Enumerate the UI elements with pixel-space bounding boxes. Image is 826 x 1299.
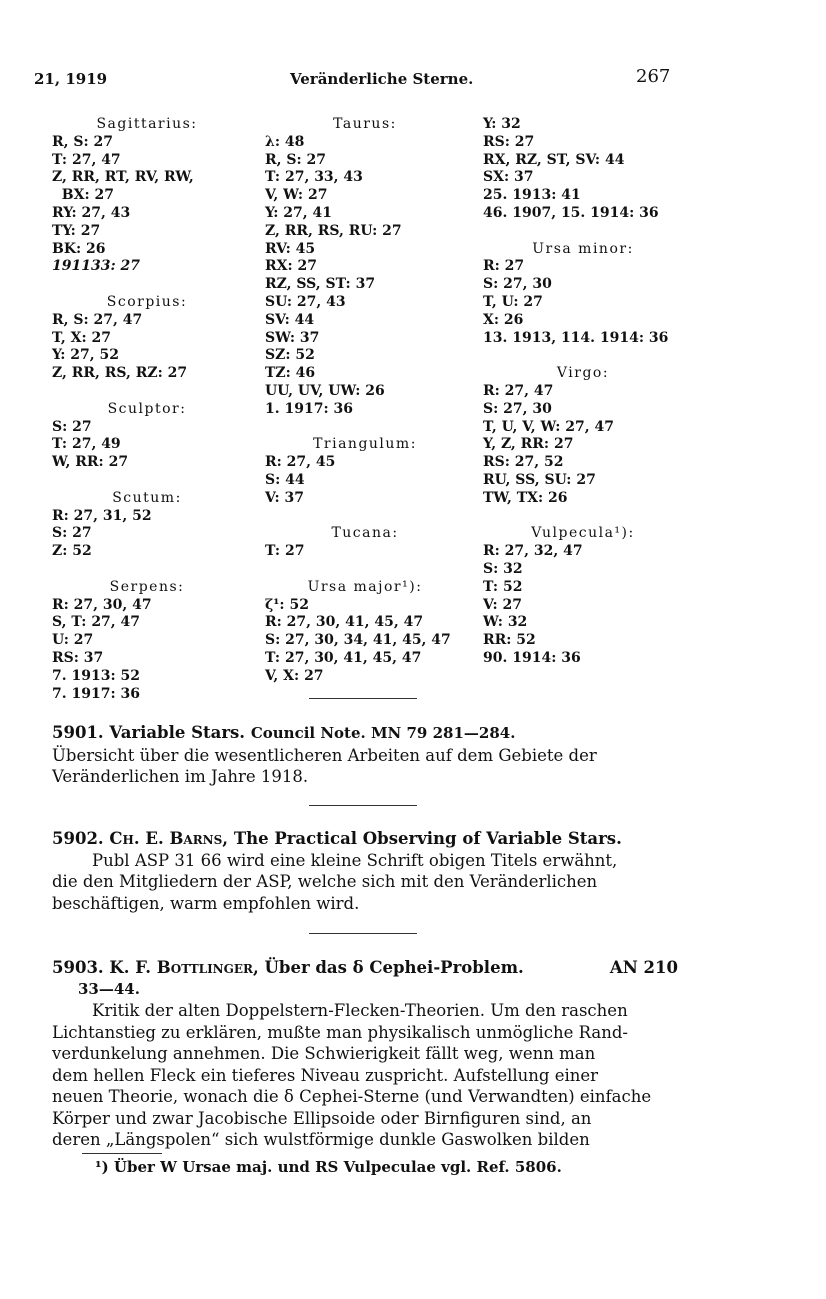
- entry-author: K. F. Bottlinger,: [109, 958, 259, 977]
- spacer: [265, 508, 465, 526]
- spacer: [265, 561, 465, 579]
- entry-source-continued: 33—44.: [78, 979, 140, 998]
- spacer: [483, 508, 683, 526]
- star-entry: X: 26: [483, 311, 524, 328]
- star-entry: S: 27: [52, 418, 92, 435]
- star-entry: 46. 1907, 15. 1914: 36: [483, 204, 659, 221]
- star-entry: R, S: 27, 47: [52, 311, 143, 328]
- spacer: [483, 347, 683, 365]
- star-entry: RS: 27: [483, 133, 535, 150]
- index-column-2: [265, 116, 465, 686]
- star-entry: TZ: 46: [265, 365, 316, 382]
- star-entry: RS: 37: [52, 649, 104, 666]
- footnote: ¹) Über W Ursae maj. und RS Vulpeculae vgl. Ref. 5806.: [95, 1158, 562, 1176]
- star-entry: T, X: 27: [52, 329, 112, 346]
- star-entry: RY: 27, 43: [52, 204, 131, 221]
- star-entry: R: 27, 47: [483, 382, 554, 399]
- star-entry: R: 27: [483, 258, 525, 275]
- star-entry: S: 27, 30: [483, 276, 552, 293]
- star-entry: RU, SS, SU: 27: [483, 471, 596, 488]
- entry-5902-heading: [52, 828, 678, 850]
- entry-text-line: die den Mitgliedern der ASP, welche sich mit den Veränderlichen: [52, 872, 598, 891]
- spacer: [483, 223, 683, 241]
- star-entry: Z, RR, RT, RV, RW,: [52, 169, 194, 186]
- star-entry: RR: 52: [483, 632, 536, 649]
- section-divider: [309, 698, 417, 699]
- star-entry: 90. 1914: 36: [483, 649, 581, 666]
- star-entry: 25. 1913: 41: [483, 187, 581, 204]
- entry-number: 5901.: [52, 723, 104, 742]
- star-entry: T, U, V, W: 27, 47: [483, 418, 614, 435]
- star-entry: Z, RR, RS, RZ: 27: [52, 365, 188, 382]
- star-entry: SV: 44: [265, 311, 315, 328]
- constellation-heading: Serpens:: [109, 578, 185, 595]
- spacer: [52, 276, 242, 294]
- entry-text-line: Kritik der alten Doppelstern-Flecken-Theorien. Um den raschen: [92, 1001, 628, 1020]
- star-entry: T: 52: [483, 578, 523, 595]
- entry-author: Ch. E. Barns,: [109, 829, 229, 848]
- star-entry: RV: 45: [265, 240, 316, 257]
- star-entry: T: 27, 49: [52, 436, 121, 453]
- star-entry: BK: 26: [52, 240, 106, 257]
- star-entry: RZ, SS, ST: 37: [265, 276, 376, 293]
- star-entry: R: 27, 32, 47: [483, 543, 583, 560]
- entry-number: 5903.: [52, 958, 104, 977]
- star-entry: SU: 27, 43: [265, 293, 346, 310]
- star-entry: S: 27: [52, 525, 92, 542]
- constellation-heading: Sagittarius:: [96, 116, 198, 132]
- star-entry: Y: 27, 52: [52, 347, 120, 364]
- star-entry: V: 37: [265, 489, 304, 506]
- star-entry: T: 27, 30, 41, 45, 47: [265, 649, 422, 666]
- star-entry: T, U: 27: [483, 293, 543, 310]
- star-entry: W: 32: [483, 614, 528, 631]
- section-divider: [309, 933, 417, 934]
- entry-text-line: Lichtanstieg zu erklären, mußte man physikalisch unmögliche Rand-: [52, 1022, 628, 1042]
- entry-5901: [52, 722, 678, 788]
- entry-5902: [52, 828, 678, 914]
- star-entry: Y: 27, 41: [265, 204, 333, 221]
- constellation-heading: Taurus:: [333, 116, 397, 132]
- star-entry: 191133: 27: [52, 258, 140, 275]
- star-entry: λ: 48: [265, 133, 305, 150]
- star-entry: S, T: 27, 47: [52, 614, 141, 631]
- star-entry: Y, Z, RR: 27: [483, 436, 574, 453]
- spacer: [265, 419, 465, 437]
- star-entry: Z, RR, RS, RU: 27: [265, 222, 402, 239]
- index-column-3: [483, 116, 683, 668]
- star-entry: 7. 1913: 52: [52, 667, 140, 684]
- constellation-heading: Scorpius:: [106, 293, 188, 310]
- star-entry: BX: 27: [52, 187, 114, 204]
- star-entry: T: 27, 47: [52, 151, 121, 168]
- star-entry: V, W: 27: [265, 187, 328, 204]
- constellation-heading: Triangulum:: [313, 436, 417, 453]
- star-entry: R, S: 27: [265, 151, 327, 168]
- spacer: [52, 472, 242, 490]
- section-divider: [309, 805, 417, 806]
- constellation-heading: Ursa major¹):: [307, 578, 423, 595]
- star-entry: TW, TX: 26: [483, 489, 568, 506]
- star-entry: TY: 27: [52, 222, 101, 239]
- entry-text-line: deren „Längspolen“ sich wulstförmige dunkle Gaswolken bilden: [52, 1130, 590, 1149]
- star-entry: SW: 37: [265, 329, 320, 346]
- entry-text-line: dem hellen Fleck ein tieferes Niveau zuspricht. Aufstellung einer: [52, 1065, 599, 1085]
- entry-text-line: beschäftigen, warm empfohlen wird.: [52, 893, 360, 913]
- star-entry: T: 27: [265, 543, 305, 560]
- entry-text-line: neuen Theorie, wonach die δ Cephei-Sterne (und Verwandten) einfache: [52, 1087, 652, 1106]
- spacer: [52, 383, 242, 401]
- star-entry: S: 27, 30, 34, 41, 45, 47: [265, 632, 451, 649]
- star-entry: R: 27, 30, 41, 45, 47: [265, 614, 424, 631]
- constellation-heading: Vulpecula¹):: [531, 525, 635, 542]
- constellation-heading: Sculptor:: [107, 400, 187, 417]
- star-entry: V: 27: [483, 596, 522, 613]
- star-entry: 1. 1917: 36: [265, 400, 353, 417]
- page-number: 267: [636, 66, 671, 87]
- star-entry: RX, RZ, ST, SV: 44: [483, 151, 625, 168]
- star-entry: U: 27: [52, 632, 94, 649]
- entry-text-line: Übersicht über die wesentlicheren Arbeiten auf dem Gebiete der: [52, 745, 597, 765]
- star-entry: S: 44: [265, 471, 305, 488]
- star-entry: W, RR: 27: [52, 454, 129, 471]
- entry-5901-heading: [52, 722, 678, 745]
- star-entry: RS: 27, 52: [483, 454, 564, 471]
- entry-title: Variable Stars.: [109, 723, 246, 742]
- star-entry: 7. 1917: 36: [52, 685, 140, 702]
- entry-text-line: Körper und zwar Jacobische Ellipsoide oder Birnfiguren sind, an: [52, 1108, 592, 1128]
- star-entry: Y: 32: [483, 116, 521, 132]
- entry-text-line: Publ ASP 31 66 wird eine kleine Schrift obigen Titels erwähnt,: [92, 850, 618, 870]
- star-entry: S: 27, 30: [483, 400, 552, 417]
- entry-source: AN 210: [609, 958, 678, 977]
- footnote-rule: [82, 1153, 162, 1154]
- entry-number: 5902.: [52, 829, 104, 848]
- star-entry: S: 32: [483, 560, 523, 577]
- star-entry: V, X: 27: [265, 667, 324, 684]
- star-entry: 13. 1913, 114. 1914: 36: [483, 329, 669, 346]
- star-entry: R: 27, 45: [265, 454, 336, 471]
- entry-5903-heading: [52, 957, 678, 979]
- star-entry: RX: 27: [265, 258, 318, 275]
- entry-5903: [52, 957, 678, 1151]
- constellation-heading: Ursa minor:: [532, 240, 634, 257]
- constellation-heading: Scutum:: [112, 489, 182, 506]
- star-entry: SX: 37: [483, 169, 534, 186]
- running-header-left: 21, 1919: [34, 70, 108, 88]
- entry-title: The Practical Observing of Variable Stars.: [233, 829, 622, 848]
- star-entry: R, S: 27: [52, 133, 114, 150]
- star-entry: R: 27, 30, 47: [52, 596, 152, 613]
- star-entry: UU, UV, UW: 26: [265, 382, 385, 399]
- star-entry: R: 27, 31, 52: [52, 507, 152, 524]
- star-entry: T: 27, 33, 43: [265, 169, 363, 186]
- entry-text-line: Veränderlichen im Jahre 1918.: [52, 767, 309, 786]
- entry-title: Über das δ Cephei-Problem.: [264, 958, 524, 977]
- star-entry: SZ: 52: [265, 347, 315, 364]
- constellation-heading: Virgo:: [556, 365, 610, 382]
- spacer: [52, 561, 242, 579]
- star-entry: ζ¹: 52: [265, 596, 309, 613]
- running-header-title: Veränderliche Sterne.: [290, 70, 474, 88]
- star-entry: Z: 52: [52, 543, 92, 560]
- entry-text-line: verdunkelung annehmen. Die Schwierigkeit fällt weg, wenn man: [52, 1044, 596, 1063]
- constellation-heading: Tucana:: [331, 525, 399, 542]
- index-column-1: [52, 116, 242, 703]
- entry-source: Council Note. MN 79 281—284.: [250, 724, 516, 742]
